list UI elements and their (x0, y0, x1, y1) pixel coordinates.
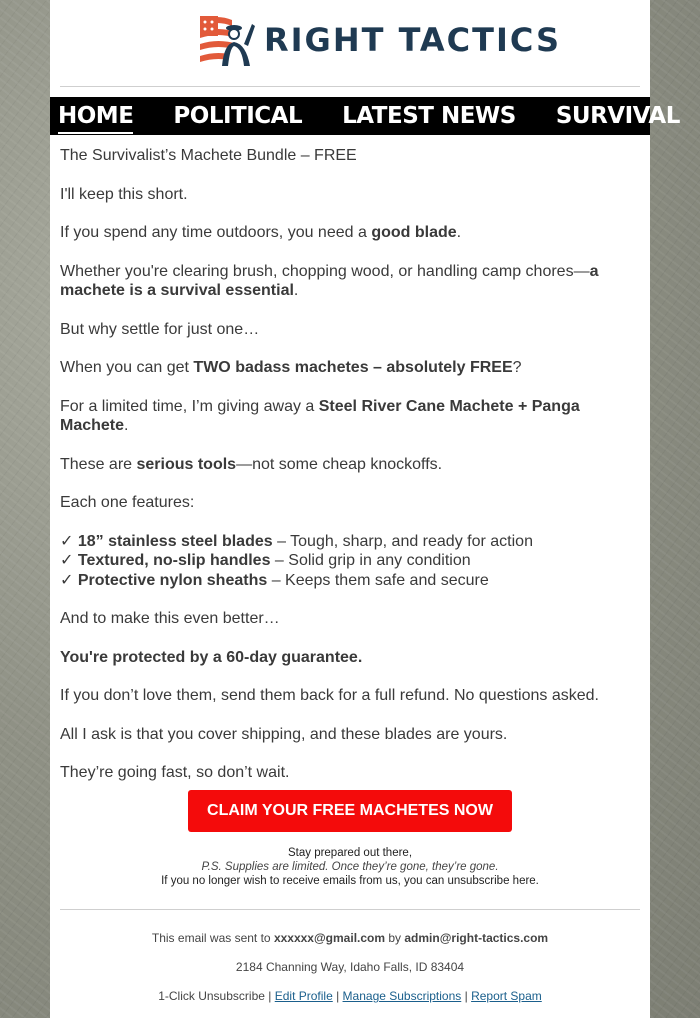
email-header (50, 0, 650, 86)
main-nav (50, 97, 680, 135)
paragraph: When you can get TWO badass machetes – absolutely FREE? (60, 359, 522, 376)
footer-divider (60, 909, 640, 910)
signoff (50, 846, 650, 888)
brand-logo[interactable] (198, 14, 561, 66)
paragraph: But why settle for just one… (60, 320, 260, 338)
email-content (60, 146, 640, 802)
email-headline: The Survivalist’s Machete Bundle – FREE (60, 147, 357, 164)
cta-container (50, 790, 650, 832)
list-item: ✓ Textured, no-slip handles – Solid grip in any condition (60, 552, 471, 569)
check-icon: ✓ (60, 571, 74, 589)
footer-links: 1-Click Unsubscribe | Edit Profile | Manage Subscriptions | Report Spam (158, 989, 542, 1003)
signoff-line: Stay prepared out there, (287, 847, 413, 859)
one-click-unsubscribe[interactable]: 1-Click Unsubscribe (158, 989, 265, 1003)
report-spam-link[interactable]: Report Spam (471, 989, 542, 1003)
feature-list (60, 532, 640, 591)
check-icon: ✓ (60, 552, 74, 569)
check-icon: ✓ (60, 532, 74, 550)
edit-profile-link[interactable]: Edit Profile (274, 989, 333, 1003)
mailing-address: 2184 Channing Way, Idaho Falls, ID 83404 (235, 960, 465, 974)
paragraph: All I ask is that you cover shipping, and these blades are yours. (60, 725, 508, 743)
paragraph: I'll keep this short. (60, 185, 188, 203)
paragraph: Whether you're clearing brush, chopping wood, or handling camp chores—a machete is a survival essential. (60, 262, 599, 299)
email-footer (50, 931, 650, 1018)
manage-subscriptions-link[interactable]: Manage Subscriptions (342, 989, 462, 1003)
paragraph: If you don’t love them, send them back for a full refund. No questions asked. (60, 687, 599, 704)
paragraph: If you spend any time outdoors, you need a good blade. (60, 224, 462, 241)
nav-item-home[interactable]: HOME (58, 103, 134, 129)
paragraph: You're protected by a 60-day guarantee. (60, 648, 363, 666)
claim-machetes-button[interactable]: CLAIM YOUR FREE MACHETES NOW (188, 790, 512, 832)
ps-note: P.S. Supplies are limited. Once they’re gone, they’re gone. (201, 861, 499, 873)
nav-item-political[interactable]: POLITICAL (173, 103, 303, 129)
paragraph: For a limited time, I’m giving away a Steel River Cane Machete + Panga Machete. (60, 397, 580, 434)
sent-to-line: This email was sent to xxxxxx@gmail.com by admin@right-tactics.com (151, 931, 549, 945)
email-body (50, 0, 680, 1018)
brand-name: RIGHT TACTICS (264, 21, 562, 59)
header-divider (60, 86, 640, 87)
paragraph: These are serious tools—not some cheap knockoffs. (60, 455, 443, 473)
list-item: ✓ 18” stainless steel blades – Tough, sharp, and ready for action (60, 532, 533, 550)
paragraph: Each one features: (60, 494, 195, 511)
flag-soldier-logo-icon (198, 14, 256, 66)
nav-item-latest-news[interactable]: LATEST NEWS (342, 103, 516, 129)
list-item: ✓ Protective nylon sheaths – Keeps them safe and secure (60, 571, 489, 589)
nav-item-survival[interactable]: SURVIVAL (555, 103, 680, 129)
paragraph: And to make this even better… (60, 610, 280, 627)
unsubscribe-note[interactable]: If you no longer wish to receive emails from us, you can unsubscribe here. (161, 875, 539, 887)
paragraph: They’re going fast, so don’t wait. (60, 764, 290, 781)
